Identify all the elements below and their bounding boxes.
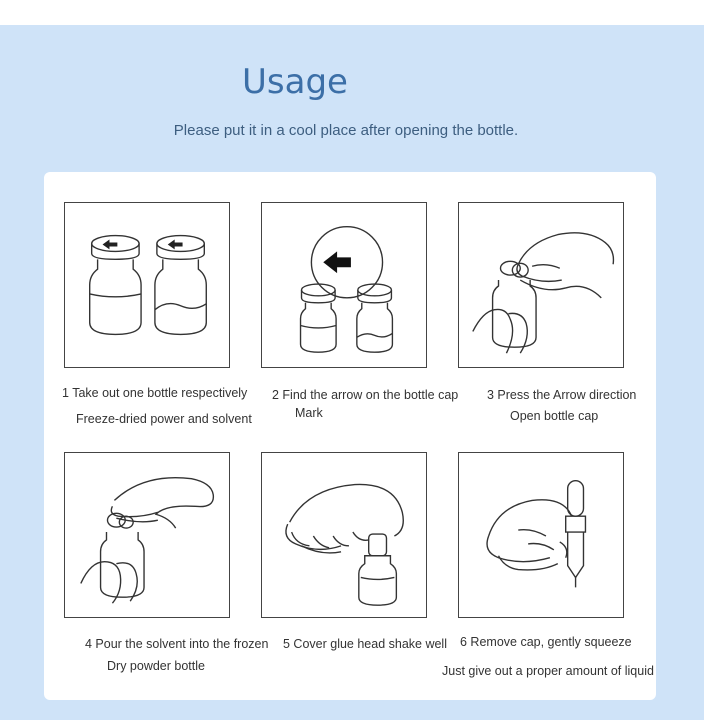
hand-pour-icon (65, 453, 229, 617)
step-2-caption-line2: Mark (295, 406, 323, 420)
hand-shake-icon (262, 453, 426, 617)
step-4-caption-line1: 4 Pour the solvent into the frozen (85, 637, 269, 651)
step-3-caption-line2: Open bottle cap (510, 409, 599, 423)
step-1-caption-line2: Freeze-dried power and solvent (76, 412, 252, 426)
step-2-caption-line1: 2 Find the arrow on the bottle cap (272, 388, 459, 402)
page-subtitle: Please put it in a cool place after opening the bottle. (173, 122, 519, 139)
hand-dropper-icon (459, 453, 623, 617)
step-6-illustration (458, 452, 624, 618)
two-vials-icon (65, 203, 229, 367)
cap-arrow-icon (262, 203, 426, 367)
step-4-caption-line2: Dry powder bottle (107, 659, 205, 673)
step-4-illustration (64, 452, 230, 618)
instructions-card (44, 172, 656, 700)
step-3-illustration (458, 202, 624, 368)
step-6-caption-line2: Just give out a proper amount of liquid (442, 664, 654, 678)
step-1-caption-line1: 1 Take out one bottle respectively (62, 386, 248, 400)
hand-open-cap-icon (459, 203, 623, 367)
step-1-illustration (64, 202, 230, 368)
step-3-caption-line1: 3 Press the Arrow direction (487, 388, 637, 402)
step-6-caption-line1: 6 Remove cap, gently squeeze (460, 635, 632, 649)
step-5-caption-line1: 5 Cover glue head shake well (283, 637, 447, 651)
step-5-illustration (261, 452, 427, 618)
step-2-illustration (261, 202, 427, 368)
page-title: Usage (242, 62, 348, 102)
